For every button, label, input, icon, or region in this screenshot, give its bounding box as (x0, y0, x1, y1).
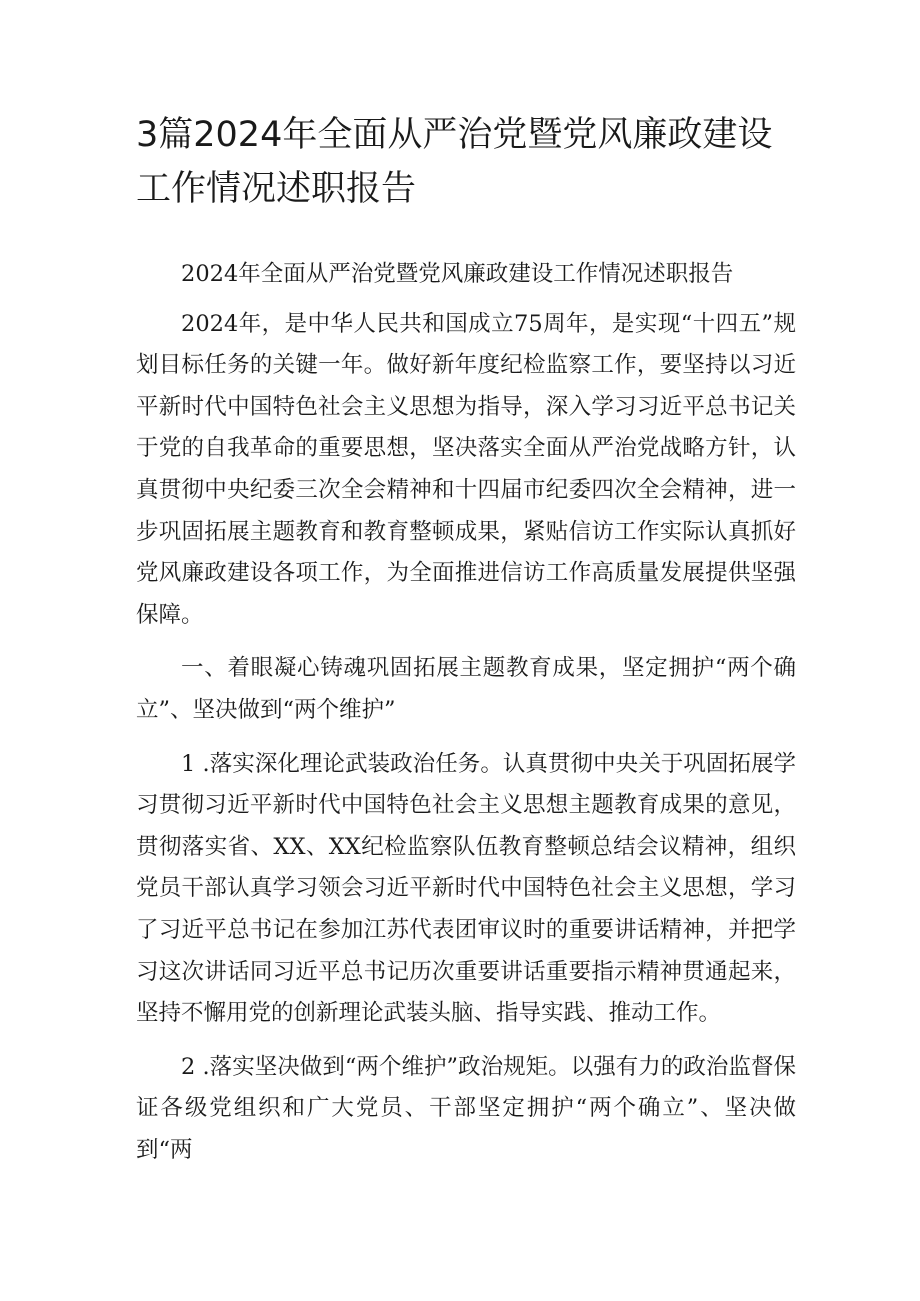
document-title: 3篇2024年全面从严治党暨党风廉政建设工作情况述职报告 (136, 115, 773, 209)
intro-paragraph: 2024年，是中华人民共和国成立75周年，是实现“十四五”规划目标任务的关键一年。做好新年度纪检监察工作，要坚持以习近平新时代中国特色社会主义思想为指导，深入学习习近平总书记关于党的自我革命的重要思想，坚决落实全面从严治党战略方针，认真贯彻中央纪委三次全会精神和十四届市纪委四次全会精神，进一步巩固拓展主题教育和教育整顿成果，紧贴信访工作实际认真抓好党风廉政建设各项工作，为全面推进信访工作高质量发展提供坚强保障。 (136, 310, 796, 628)
item-paragraph-1: 1 .落实深化理论武装政治任务。认真贯彻中央关于巩固拓展学习贯彻习近平新时代中国特色社会主义思想主题教育成果的意见，贯彻落实省、XX、XX纪检监察队伍教育整顿总结会议精神，组织党员干部认真学习领会习近平新时代中国特色社会主义思想，学习了习近平总书记在参加江苏代表团审议时的重要讲话精神，并把学习这次讲话同习近平总书记历次重要讲话重要指示精神贯通起来，坚持不懈用党的创新理论武装头脑、指导实践、推动工作。 (136, 750, 796, 1027)
report-subtitle-paragraph: 2024年全面从严治党暨党风廉政建设工作情况述职报告 (181, 261, 734, 287)
section-heading-1: 一、着眼凝心铸魂巩固拓展主题教育成果，坚定拥护“两个确立”、坚决做到“两个维护” (136, 655, 796, 723)
document-body (136, 254, 796, 1171)
item-paragraph-2: 2 .落实坚决做到“两个维护”政治规矩。以强有力的政治监督保证各级党组织和广大党员、干部坚定拥护“两个确立”、坚决做到“两 (136, 1053, 796, 1163)
